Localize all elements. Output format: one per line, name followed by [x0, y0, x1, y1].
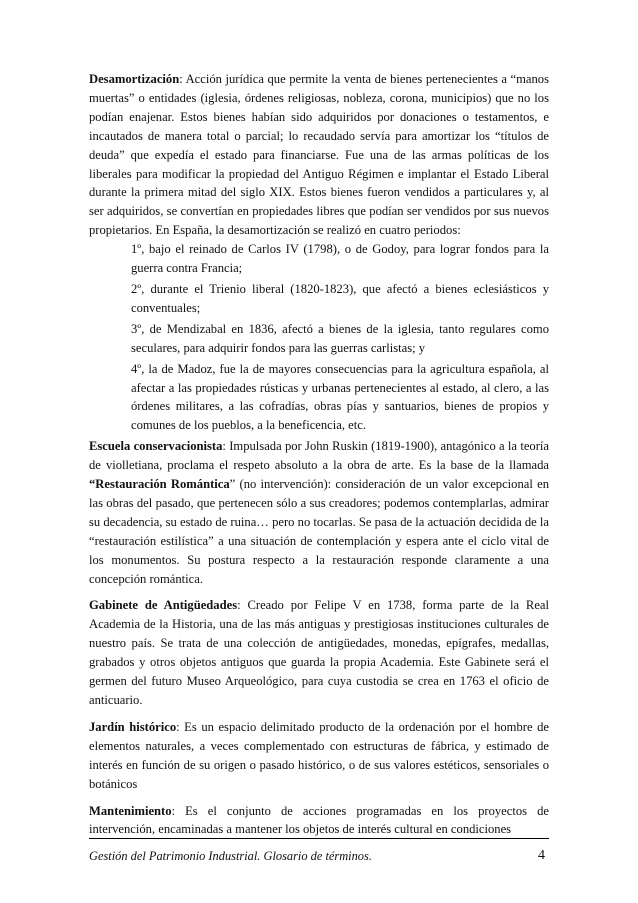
- period-item: 1º, bajo el reinado de Carlos IV (1798), o de Godoy, para lograr fondos para la guerra contra Francia;: [131, 242, 549, 276]
- definition-gabinete: : Creado por Felipe V en 1738, forma parte de la Real Academia de la Historia, una de las más antiguas y prestigiosas instituciones culturales de nuestro país. Se trata de una colección de antigüedades, monedas, epígrafes, medallas, grabados y otros objetos antiguos que guarda la propia Academia. Este Gabinete será el germen del futuro Museo Arqueológico, para cuya custodia se crea en 1763 el oficio de anticuario.: [89, 598, 550, 707]
- document-body: [89, 70, 549, 839]
- definition-mantenimiento: : Es el conjunto de acciones programadas en los proyectos de intervención, encaminadas a mantener los objetos de interés cultural en condiciones: [89, 803, 549, 837]
- definition-escuela-a: : Impulsada por John Ruskin (1819-1900), antagónico a la teoría de violletiana, proclama el respeto absoluto a la obra de arte. Es la base de la llamada: [89, 439, 549, 473]
- term-desamortizacion: Desamortización: [89, 72, 180, 86]
- term-escuela-conservacionista: Escuela conservacionista: [89, 439, 223, 454]
- footer-title: Gestión del Patrimonio Industrial. Glosario de términos.: [89, 849, 372, 863]
- entry-desamortizacion: [89, 70, 549, 240]
- definition-desamortizacion: : Acción jurídica que permite la venta de bienes pertenecientes a “manos muertas” o entidades (iglesia, órdenes religiosas, nobleza, corona, municipios) que no los podían enajenar. Estos bienes habían sido adquiridos por donaciones o testamentos, e incautados de manera total o parcial; lo recaudado servía para amortizar los “títulos de deuda” que expedía el estado para financiarse. Fue una de las armas políticas de los liberales para modificar la propiedad del Antiguo Régimen e implantar el Estado Liberal durante la primera mitad del siglo XIX. Estos bienes fueron vendidos a particulares y, al ser adquiridos, se convertían en propiedades libres que podían ser vendidos por sus nuevos propietarios. En España, la desamortización se realizó en cuatro periodos:: [89, 72, 549, 238]
- period-item: 3º, de Mendizabal en 1836, afectó a bienes de la iglesia, tanto regulares como seculares, para adquirir fondos para las guerras carlistas; y: [131, 321, 549, 355]
- entry-escuela-conservacionista: [89, 437, 549, 588]
- period-item: 2º, durante el Trienio liberal (1820-1823), que afectó a bienes eclesiásticos y conventuales;: [131, 281, 549, 315]
- restauracion-romantica-highlight: “Restauración Romántica: [89, 477, 230, 492]
- definition-jardin: : Es un espacio delimitado producto de la ordenación por el hombre de elementos naturales, a veces complementado con estructuras de fábrica, y estimado de interés en función de su origen o pasado histórico, o de sus valores estéticos, sensoriales o botánicos: [89, 719, 549, 791]
- term-jardin-historico: Jardín histórico: [89, 719, 177, 734]
- period-item: 4º, la de Madoz, fue la de mayores consecuencias para la agricultura española, al afectar a las propiedades rústicas y urbanas pertenecientes al estado, al clero, a las órdenes militares, a las cofradías, obras pías y santuarios, bienes de propios y comunes de los pueblos, a la beneficencia, etc.: [131, 361, 549, 433]
- definition-escuela-b: ” (no intervención): consideración de un valor excepcional en las obras del pasado, que pertenecen sólo a sus creadores; podemos contemplarlas, admirar su decadencia, su estado de ruina… pero no tocarlas. Se pasa de la actuación decidida de la “restauración estilística” a una situación de contemplación y espera ante el ciclo vital de los monumentos. Su postura respecto a la restauración responde claramente a una concepción romántica.: [89, 477, 549, 586]
- entry-jardin-historico: [89, 718, 549, 794]
- term-mantenimiento: Mantenimiento: [89, 803, 172, 818]
- periods-list: [131, 240, 549, 435]
- entry-mantenimiento: [89, 802, 549, 840]
- page-number: 4: [538, 848, 545, 863]
- page-footer: [89, 838, 549, 864]
- entry-gabinete: [89, 596, 549, 709]
- term-gabinete: Gabinete de Antigüedades: [89, 598, 238, 613]
